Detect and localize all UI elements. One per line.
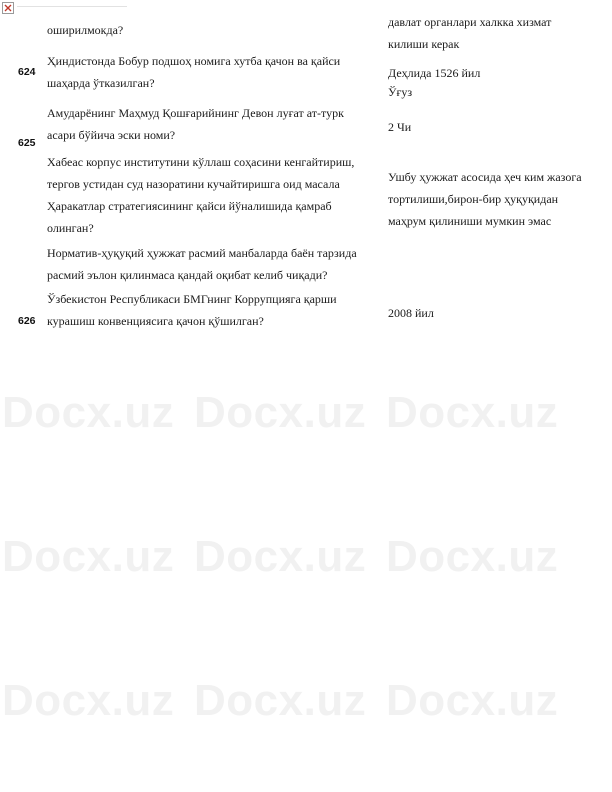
question-text: оширилмокда? xyxy=(47,23,124,37)
watermark: Docx.uz xyxy=(386,388,559,437)
question-number: 626 xyxy=(18,315,36,327)
watermark: Docx.uz xyxy=(2,532,175,581)
answer-text: 2 Чи xyxy=(388,120,412,134)
watermark: Docx.uz xyxy=(194,388,367,437)
answer-text: Ушбу ҳужжат асосида ҳеч ким жазога тортилиши,бирон-бир ҳуқуқидан маҳрум қилиниши мумкин эмас xyxy=(388,170,582,228)
watermark: Docx.uz xyxy=(2,676,175,725)
question-number: 624 xyxy=(18,66,36,78)
question-text: Ўзбекистон Республикаси БМГнинг Коррупцияга қарши курашиш конвенциясига қачон қўшилган? xyxy=(47,292,337,328)
answer-text: Деҳлида 1526 йил Ўғуз xyxy=(388,66,481,99)
question-text: Норматив-ҳуқуқий ҳужжат расмий манбаларда баён тарзида расмий эълон қилинмаса қандай оқибат келиб чиқади? xyxy=(47,246,357,282)
broken-image-icon xyxy=(2,2,14,14)
header-rule xyxy=(17,6,127,7)
question-number: 625 xyxy=(18,137,36,149)
watermark: Docx.uz xyxy=(386,676,559,725)
question-text: Ҳиндистонда Бобур подшоҳ номига хутба қачон ва қайси шаҳарда ўтказилган? xyxy=(47,54,341,90)
answer-text: давлат органлари халкка хизмат килиши керак xyxy=(388,15,552,51)
watermark: Docx.uz xyxy=(386,532,559,581)
question-text: Амударёнинг Маҳмуд Қошғарийнинг Девон луғат ат-турк асари бўйича эски номи? xyxy=(47,106,344,142)
watermark: Docx.uz xyxy=(2,388,175,437)
watermark: Docx.uz xyxy=(194,532,367,581)
watermark: Docx.uz xyxy=(194,676,367,725)
question-text: Хабеас корпус институтини кўллаш соҳасини кенгайтириш, тергов устидан суд назоратини кучайтиришга оид масала Ҳаракатлар стратегиясининг қайси йўналишида қамраб олинган? xyxy=(47,155,355,235)
answer-text: 2008 йил xyxy=(388,306,434,320)
